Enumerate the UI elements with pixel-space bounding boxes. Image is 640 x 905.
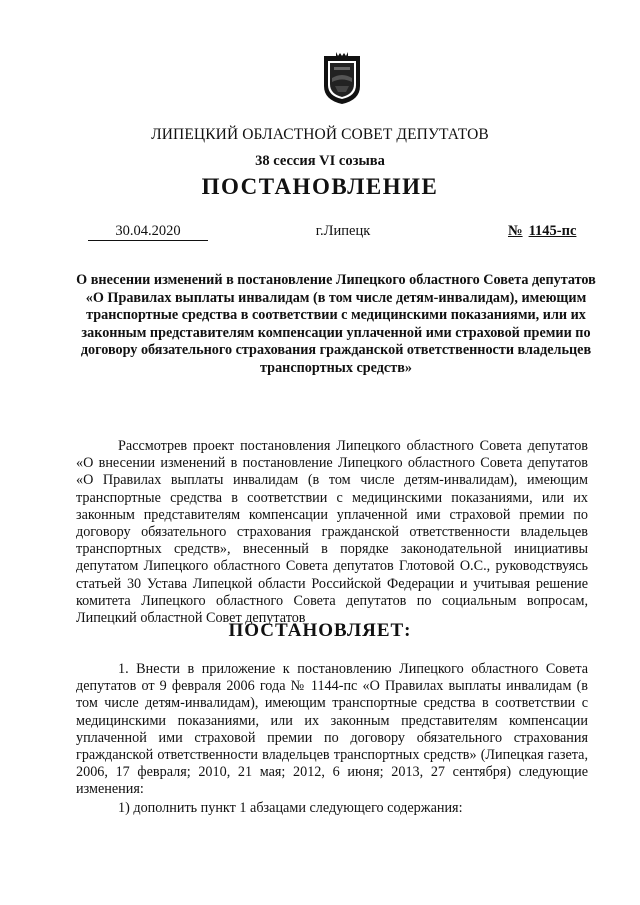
session-label: 38 сессия VI созыва — [255, 153, 385, 169]
document-type: ПОСТАНОВЛЕНИЕ — [201, 174, 439, 199]
subitem-1-paragraph: 1) дополнить пункт 1 абзацами следующего содержания: — [118, 800, 463, 816]
item-1-paragraph: 1. Внести в приложение к постановлению Липецкого областного Совета депутатов от 9 февраля 2006 года № 1144-пс «О Правилах выплаты инвалидам (в том числе детям-инвалидам), имеющим транспортные средства в соответствии с медицинскими показаниями, или их законным представителям компенсации уплаченной ими страховой премии по договору обязательного страхования гражданской ответственности владельцев транспортных средств» (Липецкая газета, 2006, 17 февраля; 2010, 21 мая; 2012, 6 июня; 2013, 27 сентября) следующие изменения: — [76, 661, 588, 798]
preamble-paragraph: Рассмотрев проект постановления Липецкого областного Совета депутатов «О внесении изменений в постановление Липецкого областного Совета депутатов «О Правилах выплаты инвалидам (в том числе детям-инвалидам), имеющим транспортные средства в соответствии с медицинскими показаниями, или их законным представителям компенсации уплаченной ими страховой премии по договору обязательного страхования гражданской ответственности владельцев транспортных средств», внесенный в порядке законодательной инициативы депутатом Липецкого областного Совета депутатов Глотовой О.С., руководствуясь статьей 30 Устава Липецкой области Российской Федерации и учитывая решение комитета Липецкого областного Совета депутатов по социальным вопросам, Липецкий областной Совет депутатов — [76, 438, 588, 627]
decree-heading: ПОСТАНОВЛЯЕТ: — [228, 620, 412, 641]
document-number — [508, 223, 576, 240]
number-value: 1145-пс — [528, 223, 577, 239]
document-title: О внесении изменений в постановление Липецкого областного Совета депутатов «О Правилах выплаты инвалидам (в том числе детям-инвалидам), имеющим транспортные средства в соответствии с медицинскими показаниями, или их законным представителям компенсации уплаченной ими страховой премии по договору обязательного страхования гражданской ответственности владельцев транспортных средств» — [76, 272, 596, 376]
number-sign: № — [508, 223, 523, 239]
document-date: 30.04.2020 — [88, 223, 208, 241]
council-name: ЛИПЕЦКИЙ ОБЛАСТНОЙ СОВЕТ ДЕПУТАТОВ — [151, 126, 489, 143]
coat-of-arms-icon — [322, 52, 362, 106]
document-city: г.Липецк — [315, 223, 371, 239]
